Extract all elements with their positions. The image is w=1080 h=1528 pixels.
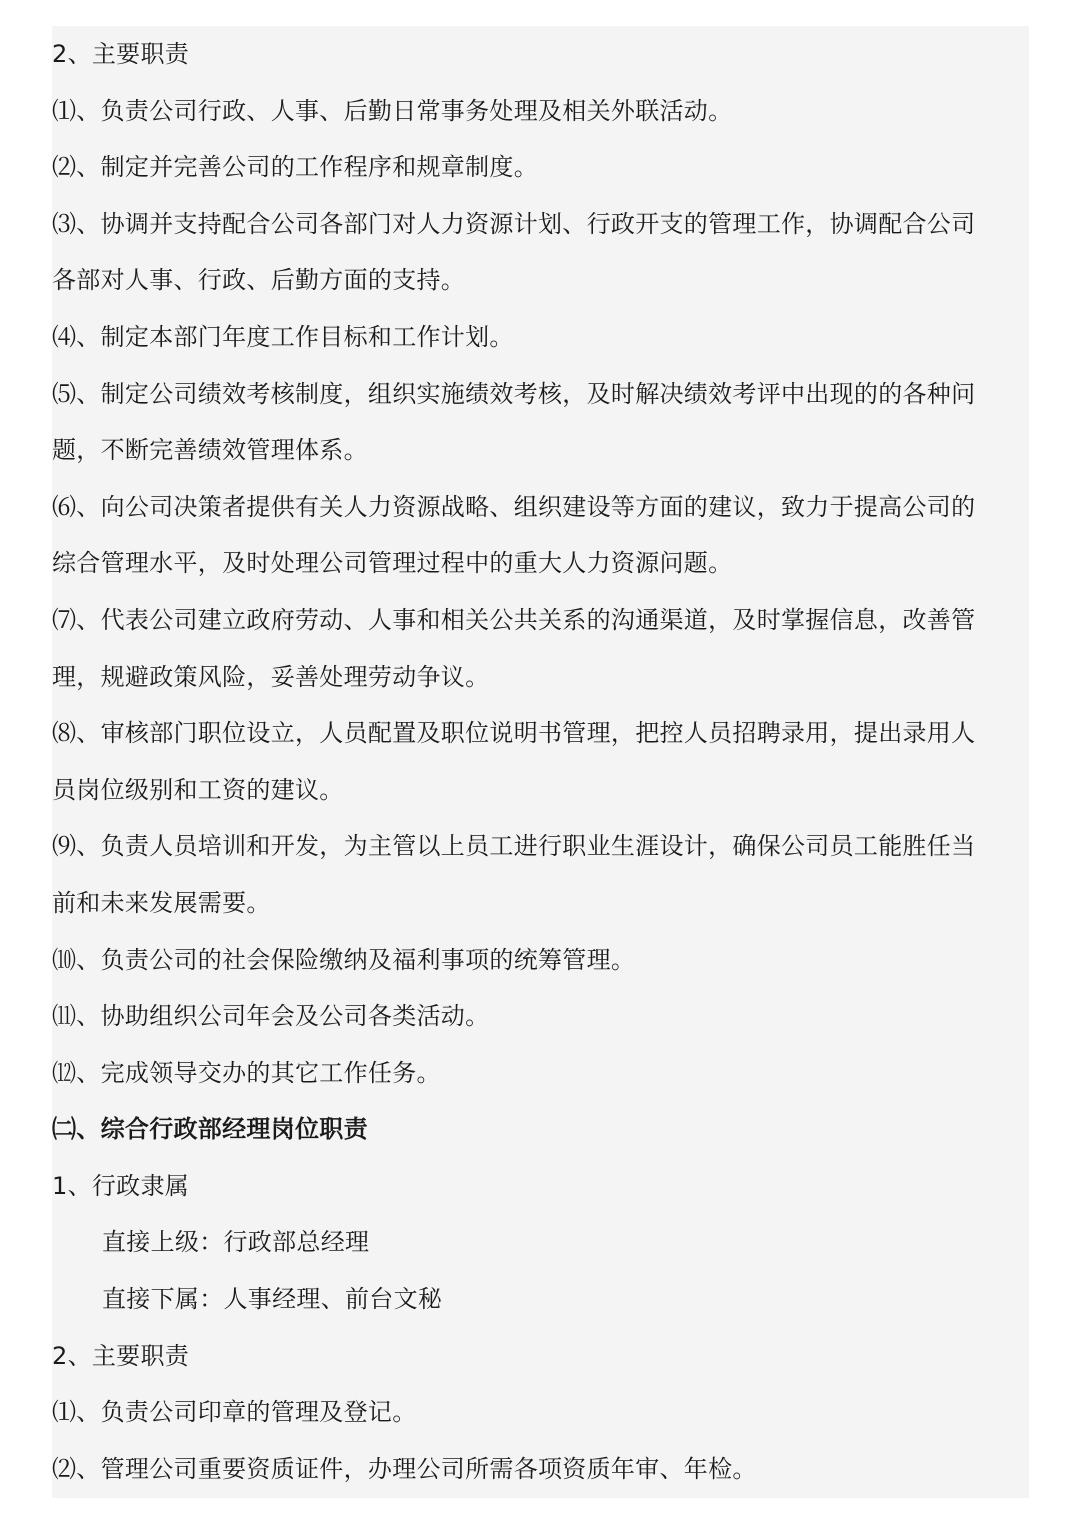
reporting-heading: 1、行政隶属 — [52, 1171, 190, 1200]
duty-item: ⑽、负责公司的社会保险缴纳及福利事项的统筹管理。 — [52, 945, 636, 974]
section-title: ㈡、综合行政部经理岗位职责 — [52, 1115, 368, 1144]
duty-item-continued: 前和未来发展需要。 — [52, 888, 271, 917]
duty-item: ⑼、负责人员培训和开发，为主管以上员工进行职业生涯设计，确保公司员工能胜任当 — [52, 832, 976, 861]
duties-heading: 2、主要职责 — [52, 1341, 190, 1370]
duty-item: ⑾、协助组织公司年会及公司各类活动。 — [52, 1002, 490, 1031]
duty-item: ⑵、制定并完善公司的工作程序和规章制度。 — [52, 153, 538, 182]
duty-item: ⑵、管理公司重要资质证件，办理公司所需各项资质年审、年检。 — [52, 1454, 757, 1483]
duty-item: ⑸、制定公司绩效考核制度，组织实施绩效考核，及时解决绩效考评中出现的的各种问 — [52, 379, 976, 408]
duty-item: ⑴、负责公司行政、人事、后勤日常事务处理及相关外联活动。 — [52, 96, 733, 125]
duty-item: ⑴、负责公司印章的管理及登记。 — [52, 1398, 417, 1427]
duty-item-continued: 理，规避政策风险，妥善处理劳动争议。 — [52, 662, 490, 691]
duty-item-continued: 员岗位级别和工资的建议。 — [52, 775, 344, 804]
document-body — [52, 26, 1032, 1497]
duty-item: ⑺、代表公司建立政府劳动、人事和相关公共关系的沟通渠道，及时掌握信息，改善管 — [52, 605, 976, 634]
duty-item: ⑻、审核部门职位设立，人员配置及职位说明书管理，把控人员招聘录用，提出录用人 — [52, 719, 976, 748]
duty-item: ⑷、制定本部门年度工作目标和工作计划。 — [52, 322, 514, 351]
duty-item: ⑹、向公司决策者提供有关人力资源战略、组织建设等方面的建议，致力于提高公司的 — [52, 492, 976, 521]
duty-item-continued: 题，不断完善绩效管理体系。 — [52, 436, 368, 465]
duties-heading: 2、主要职责 — [52, 40, 190, 68]
direct-superior: 直接上级：行政部总经理 — [102, 1228, 370, 1257]
duty-item-continued: 各部对人事、行政、后勤方面的支持。 — [52, 266, 466, 295]
duty-item: ⑶、协调并支持配合公司各部门对人力资源计划、行政开支的管理工作，协调配合公司 — [52, 209, 976, 238]
duty-item-continued: 综合管理水平，及时处理公司管理过程中的重大人力资源问题。 — [52, 549, 733, 578]
duty-item: ⑿、完成领导交办的其它工作任务。 — [52, 1058, 441, 1087]
direct-subordinates: 直接下属：人事经理、前台文秘 — [102, 1285, 443, 1314]
